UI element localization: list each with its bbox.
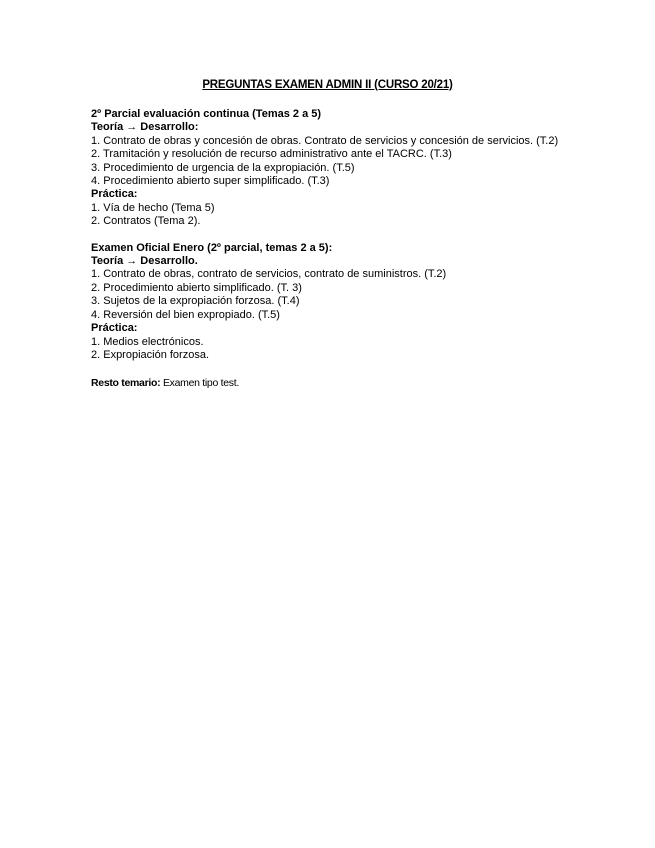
section2-theory-item: 3. Sujetos de la expropiación forzosa. (T.4): [91, 295, 300, 308]
section1-practice-item: 2. Contratos (Tema 2).: [91, 215, 201, 228]
section1-theory-item: 4. Procedimiento abierto super simplificado. (T.3): [91, 175, 330, 188]
section2-theory-item: 4. Reversión del bien expropiado. (T.5): [91, 308, 280, 321]
section1-theory-item: 2. Tramitación y resolución de recurso administrativo ante el TACRC. (T.3): [91, 148, 452, 161]
section1-theory-heading: Teoría → Desarrollo:: [91, 121, 199, 134]
section2-practice-item: 2. Expropiación forzosa.: [91, 348, 210, 361]
section1-theory-item: 3. Procedimiento de urgencia de la expropiación. (T.5): [91, 161, 355, 174]
rest-of-syllabus-note: [91, 377, 581, 390]
section1-practice-heading: Práctica:: [91, 188, 138, 201]
section2-heading: Examen Oficial Enero (2º parcial, temas 2 a 5):: [91, 241, 333, 254]
document-body: [91, 108, 581, 391]
section2-theory-item: 2. Procedimiento abierto simplificado. (T. 3): [91, 281, 302, 294]
section1-practice-item: 1. Vía de hecho (Tema 5): [91, 201, 215, 214]
rest-of-syllabus-label: Resto temario:: [91, 377, 161, 390]
section-spacer: [91, 229, 581, 242]
section1-heading: 2º Parcial evaluación continua (Temas 2 a 5): [91, 108, 322, 120]
section-spacer: [91, 362, 581, 377]
section2-theory-item: 1. Contrato de obras, contrato de servicios, contrato de suministros. (T.2): [91, 268, 447, 281]
rest-of-syllabus-text: Examen tipo test.: [160, 377, 239, 390]
section2-theory-heading: Teoría → Desarrollo.: [91, 255, 198, 268]
section1-theory-item: 1. Contrato de obras y concesión de obras. Contrato de servicios y concesión de servicios. (T.2): [91, 134, 559, 147]
section2-practice-item: 1. Medios electrónicos.: [91, 335, 204, 348]
section2-practice-heading: Práctica:: [91, 322, 138, 335]
document-title: PREGUNTAS EXAMEN ADMIN II (CURSO 20/21): [202, 79, 453, 91]
